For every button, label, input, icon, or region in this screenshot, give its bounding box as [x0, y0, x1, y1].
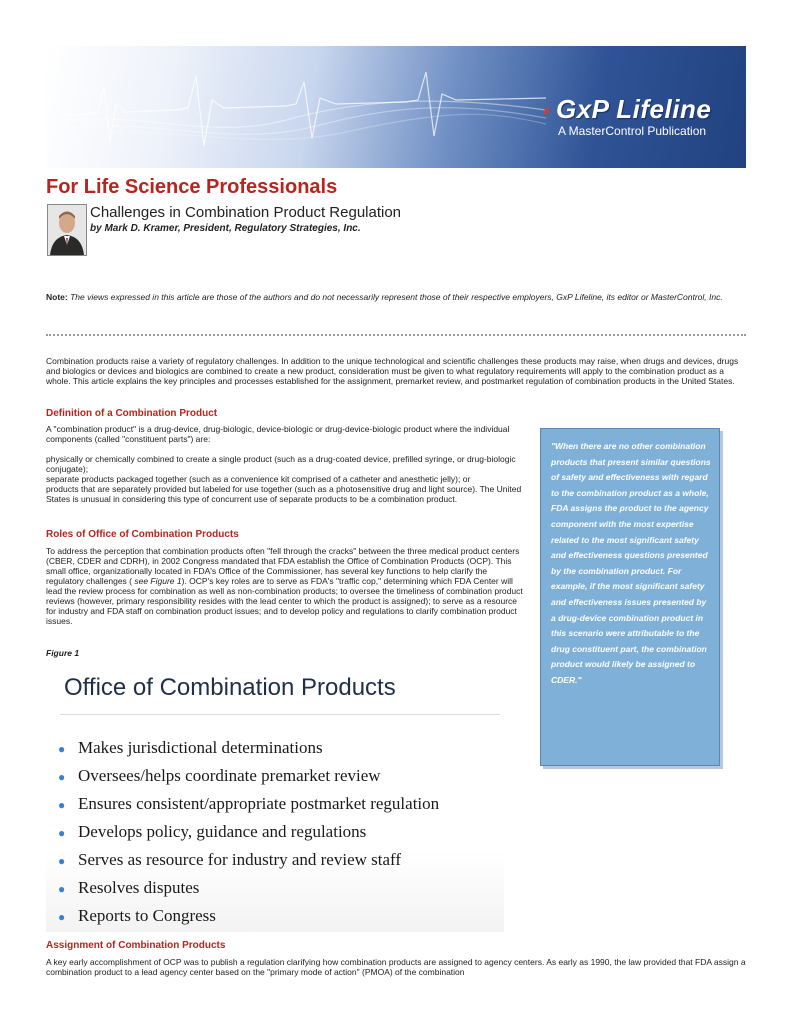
bullet-icon: ●: [58, 826, 66, 840]
roles-text-start: To address the perception that combination products often "fell through the cracks" between the three medical product centers (CBER, CDER and CDRH), in 2002 Congress mandated that FDA establish the Office of Combination Products (OCP). This small office, organizationally located in FDA's Office of the Commissioner, has several key functions to help clarify the regulatory challenges (: [46, 546, 520, 586]
note-text: The views expressed in this article are those of the authors and do not necessarily represent those of their respective employers, GxP Lifeline, its editor or MasterControl, Inc.: [70, 292, 723, 302]
figure-label: Figure 1: [46, 648, 80, 658]
list-item: products that are separately provided but labeled for use together (such as a photosensitive drug and light source). The United States is unusual in considering this type of concurrent use of separate products to be a combination product.: [46, 484, 522, 504]
bullet-icon: ●: [58, 882, 66, 896]
bullet-icon: ●: [58, 770, 66, 784]
list-item: separate products packaged together (such as a convenience kit comprised of a catheter and anesthetic jelly); or: [46, 474, 471, 484]
roles-heading: Roles of Office of Combination Products: [46, 529, 239, 540]
brand-arrow-icon: ➤: [542, 104, 553, 118]
list-item-label: Reports to Congress: [78, 906, 216, 925]
list-item: [58, 790, 439, 818]
figure-reference-link[interactable]: see Figure 1: [134, 576, 182, 586]
author-photo: [47, 204, 87, 256]
list-item: [58, 846, 439, 874]
list-item-label: Makes jurisdictional determinations: [78, 738, 323, 757]
list-item: [58, 902, 439, 930]
publication-banner: [46, 46, 746, 168]
byline: by Mark D. Kramer, President, Regulatory Strategies, Inc.: [90, 223, 361, 234]
list-item: [58, 818, 439, 846]
roles-paragraph: [46, 546, 526, 626]
list-item-label: Ensures consistent/appropriate postmarket regulation: [78, 794, 440, 813]
list-item-label: Develops policy, guidance and regulations: [78, 822, 367, 841]
brand-title: GxP Lifeline: [556, 94, 712, 124]
bullet-icon: ●: [58, 854, 66, 868]
definition-heading: Definition of a Combination Product: [46, 408, 218, 419]
brand-tagline: A MasterControl Publication: [558, 124, 707, 138]
figure-list: [58, 734, 439, 930]
assignment-heading: Assignment of Combination Products: [46, 940, 226, 951]
figure-title: Office of Combination Products: [64, 674, 396, 701]
bullet-icon: ●: [58, 742, 66, 756]
divider: [46, 334, 746, 336]
list-item: [58, 734, 439, 762]
figure-divider: [60, 714, 500, 715]
pull-quote-text: "When there are no other combination products that present similar questions of safety and effectiveness with regard to the combination product as a whole, FDA assigns the product to the agency component with the most expertise related to the most significant safety and effectiveness questions presented by the combination product. For example, if the most significant safety and effectiveness issues presented by a drug-device combination product in this scenario were attributable to the drug constituent part, the combination product would likely be assigned to CDER.": [551, 441, 711, 685]
list-item: physically or chemically combined to create a single product (such as a drug-coated device, prefilled syringe, or drug-biologic conjugate);: [46, 454, 516, 474]
definition-paragraph: A "combination product" is a drug-device, drug-biologic, device-biologic or drug-device-biologic product where the individual components (called "constituent parts") are:: [46, 424, 510, 444]
list-item-label: Oversees/helps coordinate premarket review: [78, 766, 381, 785]
roles-text-end: ). OCP's key roles are to serve as FDA's "traffic cop," determining which FDA Center will lead the review process for combination as well as non-combination products; to oversee the timeliness of combination product reviews (however, primary responsibility resides with the lead center to which the product is assigned); to serve as a resource for industry and FDA staff on combination product issues; and to develop policy and regulations to clarify combination product issues.: [46, 576, 523, 626]
bullet-icon: ●: [58, 910, 66, 924]
list-item: [58, 762, 439, 790]
list-item-label: Serves as resource for industry and review staff: [78, 850, 402, 869]
assignment-paragraph: A key early accomplishment of OCP was to publish a regulation clarifying how combination products are assigned to agency centers. As early as 1990, the law provided that FDA assign a combination product to a lead agency center based on the "primary mode of action" (PMOA) of the combination: [46, 957, 746, 977]
article-title: Challenges in Combination Product Regulation: [90, 204, 402, 221]
pull-quote-box: [540, 428, 720, 766]
disclaimer-note: [46, 292, 746, 303]
bullet-icon: ●: [58, 798, 66, 812]
intro-paragraph: Combination products raise a variety of regulatory challenges. In addition to the unique technological and scientific challenges these products may raise, when drugs and devices, drugs and biologics or devices and biologics are combined to create a new product, consideration must be given to what regulatory requirements will apply to the combination product as a whole. This article explains the key principles and processes established for the assignment, premarket review, and postmarket regulation of combination products in the United States.: [46, 356, 739, 386]
section-heading: For Life Science Professionals: [46, 176, 338, 198]
list-item-label: Resolves disputes: [78, 878, 200, 897]
definition-list: [46, 454, 526, 504]
figure-slide: [46, 660, 504, 932]
note-label: Note:: [46, 292, 68, 302]
list-item: [58, 874, 439, 902]
